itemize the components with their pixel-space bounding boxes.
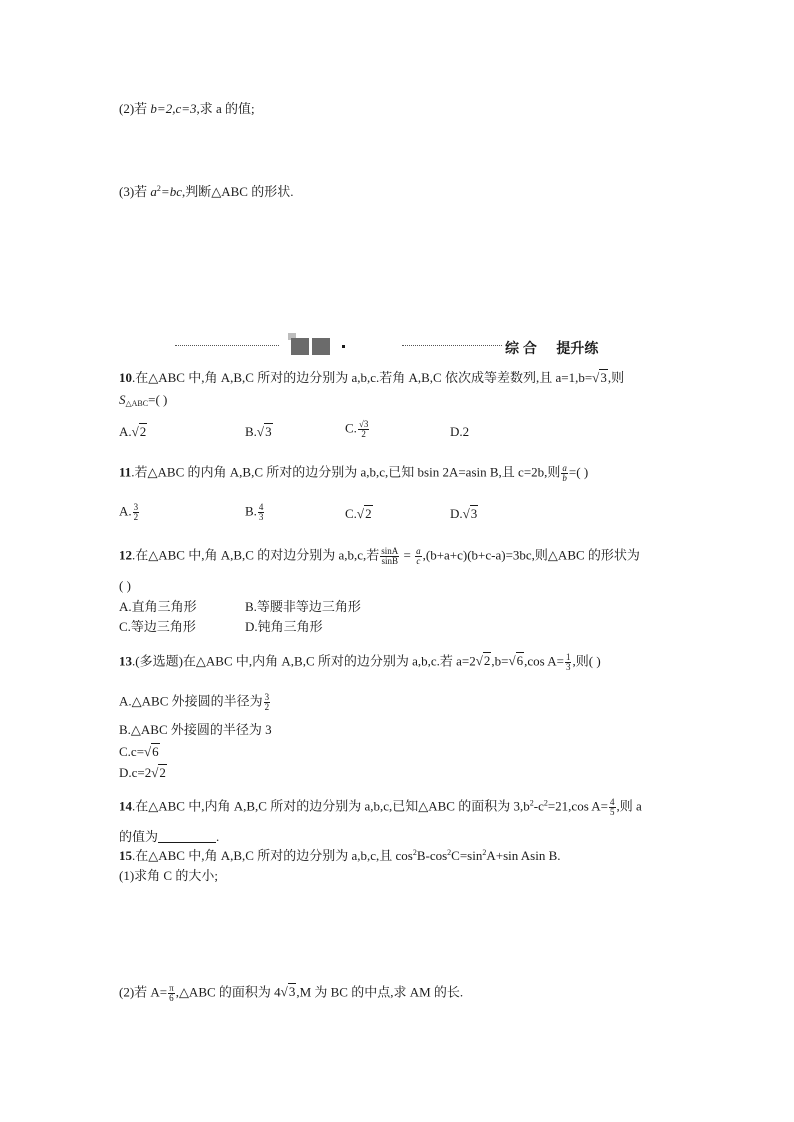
- banner-block-1: [291, 338, 309, 355]
- q9-part3: (3)若 $a^2=bc$,判断△ABC 的形状.: [119, 184, 294, 199]
- q13-option-c: C.c=√6: [119, 744, 159, 759]
- q15-stem: 15.在△ABC 中,角 A,B,C 所对的边分别为 a,b,c,且 $\cos^2B-\cos^2C=\sin^2A+\sin$ Asin B.: [119, 848, 561, 863]
- banner-dots-left: [175, 345, 279, 346]
- banner-dot: [342, 345, 345, 348]
- q12-option-a: A.直角三角形: [119, 599, 197, 614]
- q11-stem: 11.若△ABC 的内角 A,B,C 所对的边分别为 a,b,c,已知 bsin 2A=asin B,且 c=2b,则 $\frac{a}{b}$ =( ): [119, 463, 589, 483]
- banner-block-2: [312, 338, 330, 355]
- q11-option-d: D.√3: [450, 506, 478, 521]
- q9-part2: (2)若 b=2,c=3,求 a 的值;: [119, 101, 255, 116]
- q11-option-b: B. $\frac{4}{3}$: [245, 502, 264, 522]
- q11-option-c: C.√2: [345, 506, 372, 521]
- banner-title: 综 合 提升练: [505, 340, 599, 356]
- q14-stem: 14.在△ABC 中,内角 A,B,C 所对的边分别为 a,b,c,已知△ABC 的面积为 $3,b^2-c^2=21,\cos$ A= $\frac{4}{5}$ ,则 a: [119, 797, 642, 817]
- q10-option-b: B.√3: [245, 424, 272, 439]
- q12-option-c: C.等边三角形: [119, 619, 196, 634]
- q14-answer-blank[interactable]: [158, 842, 216, 843]
- q11-option-a: A. $\frac{3}{2}$: [119, 502, 139, 522]
- q14-stem-line2: 的值为 .: [119, 829, 220, 844]
- q10-option-c: C. $\frac{√3}{2}$: [345, 419, 369, 439]
- section-banner: [175, 333, 635, 357]
- q13-option-a: A.△ABC 外接圆的半径为 $\frac{3}{2}$: [119, 692, 270, 712]
- q10-option-d: D.2: [450, 424, 470, 439]
- q15-part2: (2)若 A= $\frac{\pi}{6}$ ,△ABC 的面积为 4√3,M 为 BC 的中点,求 AM 的长.: [119, 983, 464, 1003]
- banner-dots-right: [402, 345, 502, 346]
- q12-stem-line2: ( ): [119, 578, 131, 593]
- q13-stem: 13.(多选题)在△ABC 中,内角 A,B,C 所对的边分别为 a,b,c.若 a=2√2,b=√6,cos A= $\frac{1}{3}$ ,则( ): [119, 652, 601, 672]
- q10-option-a: A.√2: [119, 424, 147, 439]
- q12-option-d: D.钝角三角形: [245, 619, 323, 634]
- q12-stem: 12.在△ABC 中,角 A,B,C 的对边分别为 a,b,c,若 $\frac{\sin A}{\sin B}$ = $\frac{a}{c}$ ,(b+a+c)(b+c-a)=3bc,则△ABC 的形状为: [119, 546, 640, 566]
- q10-stem: 10.在△ABC 中,角 A,B,C 所对的边分别为 a,b,c.若角 A,B,C 依次成等差数列,且 a=1,b=√3,则: [119, 370, 625, 385]
- q13-option-b: B.△ABC 外接圆的半径为 3: [119, 722, 272, 737]
- q15-part1: (1)求角 C 的大小;: [119, 868, 218, 883]
- q12-option-b: B.等腰非等边三角形: [245, 599, 361, 614]
- q10-stem-line2: $S_{\triangle ABC}=$( ): [119, 392, 168, 408]
- q13-option-d: D.c=2√2: [119, 765, 166, 780]
